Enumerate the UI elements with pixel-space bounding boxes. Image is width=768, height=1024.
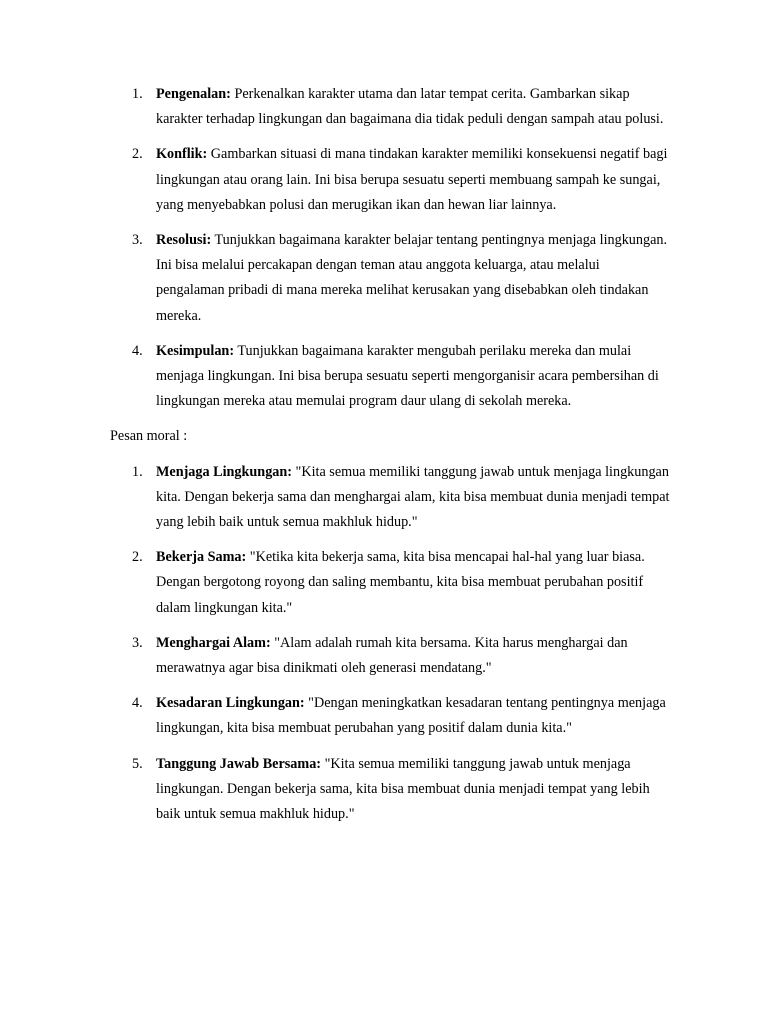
list-number: 2. bbox=[132, 549, 143, 566]
list-item bbox=[110, 631, 670, 681]
item-title: Pengenalan: bbox=[156, 86, 231, 102]
list-number: 4. bbox=[132, 695, 143, 712]
item-title: Kesimpulan: bbox=[156, 342, 235, 359]
item-title: Menghargai Alam: bbox=[156, 634, 271, 651]
item-text: "Alam adalah rumah kita bersama. Kita harus menghargai dan merawatnya agar bisa dinikmati oleh generasi mendatang." bbox=[156, 634, 628, 677]
item-text: Gambarkan situasi di mana tindakan karakter memiliki konsekuensi negatif bagi lingkungan atau orang lain. Ini bisa berupa sesuatu seperti membuang sampah ke sungai, yang menyebabkan polusi dan merugikan ikan dan hewan liar lainnya. bbox=[156, 146, 668, 213]
moral-messages-list bbox=[110, 460, 670, 828]
list-item bbox=[110, 339, 670, 415]
item-text: "Dengan meningkatkan kesadaran tentang pentingnya menjaga lingkungan, kita bisa membuat perubahan yang positif dalam dunia kita." bbox=[156, 695, 666, 737]
item-text: "Ketika kita bekerja sama, kita bisa mencapai hal-hal yang luar biasa. Dengan bergotong royong dan saling membantu, kita bisa membuat perubahan positif dalam lingkungan kita." bbox=[156, 549, 645, 616]
list-number: 1. bbox=[132, 86, 143, 102]
document-body bbox=[110, 82, 670, 837]
list-number: 3. bbox=[132, 232, 143, 249]
list-item bbox=[110, 545, 670, 621]
item-title: Resolusi: bbox=[156, 232, 212, 249]
list-item bbox=[110, 691, 670, 741]
item-text: Tunjukkan bagaimana karakter belajar tentang pentingnya menjaga lingkungan. Ini bisa melalui percakapan dengan teman atau anggota keluarga, atau melalui pengalaman pribadi di mana mereka melihat kerusakan yang disebabkan oleh tindakan mereka. bbox=[156, 232, 668, 324]
list-number: 4. bbox=[132, 342, 143, 359]
item-title: Konflik: bbox=[156, 146, 208, 163]
item-title: Menjaga Lingkungan: bbox=[156, 463, 292, 480]
list-item bbox=[110, 752, 670, 828]
item-text: Tunjukkan bagaimana karakter mengubah perilaku mereka dan mulai menjaga lingkungan. Ini bisa berupa sesuatu seperti mengorganisir acara pembersihan di lingkungan mereka atau memulai program daur ulang di sekolah mereka. bbox=[156, 342, 659, 410]
list-number: 5. bbox=[132, 755, 143, 772]
list-item bbox=[110, 82, 670, 132]
list-number: 1. bbox=[132, 463, 143, 480]
list-number: 3. bbox=[132, 634, 143, 651]
item-text: Perkenalkan karakter utama dan latar tempat cerita. Gambarkan sikap karakter terhadap lingkungan dan bagaimana dia tidak peduli dengan sampah atau polusi. bbox=[156, 86, 664, 128]
item-text: "Kita semua memiliki tanggung jawab untuk menjaga lingkungan. Dengan bekerja sama, kita bisa membuat dunia menjadi tempat yang lebih baik untuk semua makhluk hidup." bbox=[156, 755, 650, 823]
list-item bbox=[110, 142, 670, 218]
item-title: Kesadaran Lingkungan: bbox=[156, 695, 305, 712]
list-item bbox=[110, 460, 670, 536]
story-steps-list bbox=[110, 82, 670, 414]
item-title: Tanggung Jawab Bersama: bbox=[156, 755, 322, 772]
list-item bbox=[110, 228, 670, 329]
item-text: "Kita semua memiliki tanggung jawab untuk menjaga lingkungan kita. Dengan bekerja sama dan menghargai alam, kita bisa membuat dunia menjadi tempat yang lebih baik untuk semua makhluk hidup." bbox=[156, 463, 670, 531]
moral-heading: Pesan moral : bbox=[110, 428, 188, 445]
list-number: 2. bbox=[132, 146, 143, 163]
item-title: Bekerja Sama: bbox=[156, 549, 247, 566]
